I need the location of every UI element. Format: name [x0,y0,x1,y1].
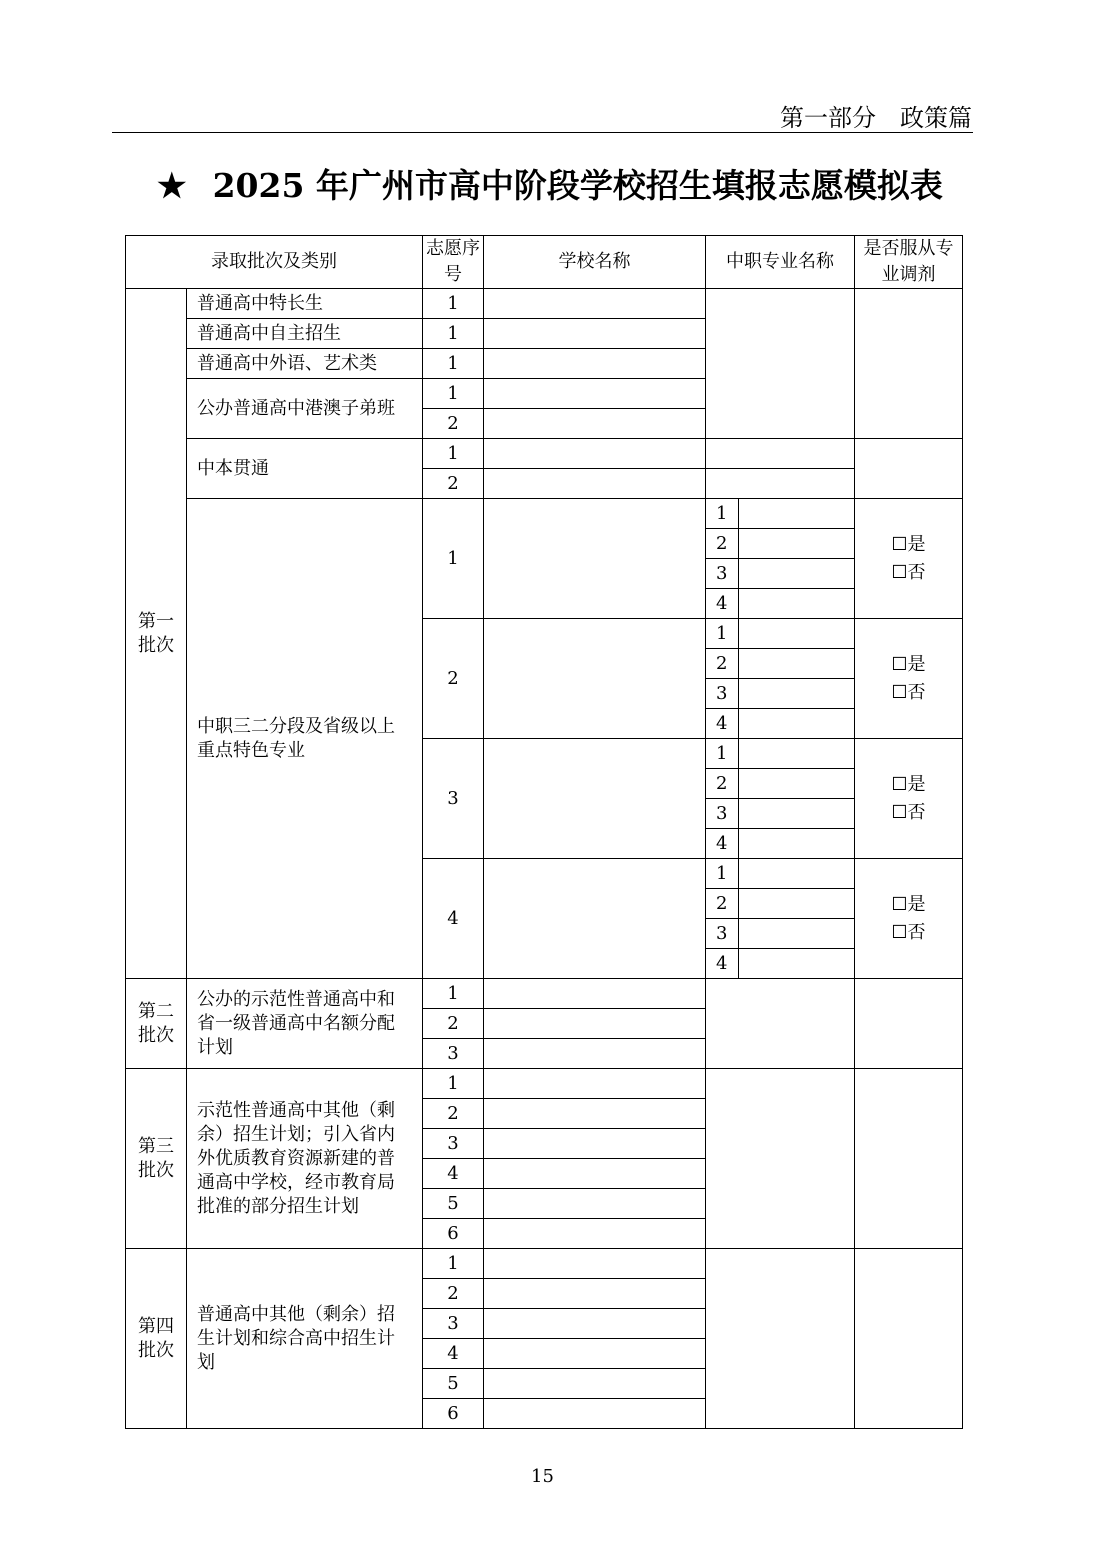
seq-number: 3 [423,1309,484,1339]
school-input[interactable] [484,1069,706,1099]
seq-number: 6 [423,1219,484,1249]
yes-checkbox[interactable]: ☐是 [891,533,926,555]
adjust-blank [855,979,963,1069]
category-specialty: 普通高中特长生 [187,289,423,319]
major-number: 4 [706,949,739,979]
major-blank [706,1069,855,1249]
adjust-options [855,499,963,619]
major-input[interactable] [739,709,855,739]
yes-checkbox[interactable]: ☐是 [891,893,926,915]
header-school: 学校名称 [484,236,706,289]
school-input[interactable] [484,1309,706,1339]
category-model-remaining: 示范性普通高中其他（剩余）招生计划；引入省内外优质教育资源新建的普通高中学校，经市教育局批准的部分招生计划 [187,1069,423,1249]
school-input[interactable] [484,1129,706,1159]
no-checkbox[interactable]: ☐否 [891,921,926,943]
major-number: 2 [706,649,739,679]
seq-number: 5 [423,1369,484,1399]
school-input[interactable] [484,1159,706,1189]
seq-number: 2 [423,1099,484,1129]
major-input[interactable] [739,679,855,709]
school-input[interactable] [484,1009,706,1039]
batch-3-label: 第三批次 [126,1069,187,1249]
category-secondary-undergrad: 中本贯通 [187,439,423,499]
school-input[interactable] [484,499,706,619]
seq-number: 4 [423,1339,484,1369]
major-number: 4 [706,589,739,619]
category-hk-macao: 公办普通高中港澳子弟班 [187,379,423,439]
header-adjust: 是否服从专业调剂 [855,236,963,289]
school-input[interactable] [484,1369,706,1399]
major-number: 2 [706,769,739,799]
category-language-art: 普通高中外语、艺术类 [187,349,423,379]
category-vocational: 中职三二分段及省级以上重点特色专业 [187,499,423,979]
batch-1-label: 第一批次 [126,289,187,979]
school-input[interactable] [484,1279,706,1309]
page-title-text: 2025 年广州市高中阶段学校招生填报志愿模拟表 [212,166,943,205]
adjust-options [855,739,963,859]
major-number: 4 [706,709,739,739]
school-input[interactable] [484,739,706,859]
major-number: 2 [706,889,739,919]
major-blank [706,289,855,439]
major-input[interactable] [739,649,855,679]
no-checkbox[interactable]: ☐否 [891,561,926,583]
adjust-options [855,619,963,739]
seq-number: 1 [423,319,484,349]
application-form-table [125,235,963,1429]
major-input[interactable] [739,769,855,799]
seq-number: 1 [423,289,484,319]
major-input[interactable] [706,439,855,469]
major-input[interactable] [739,499,855,529]
school-input[interactable] [484,469,706,499]
school-input[interactable] [484,349,706,379]
major-number: 4 [706,829,739,859]
school-input[interactable] [484,1039,706,1069]
seq-number: 1 [423,979,484,1009]
seq-number: 2 [423,469,484,499]
school-input[interactable] [484,1189,706,1219]
seq-number: 1 [423,439,484,469]
major-input[interactable] [739,889,855,919]
school-input[interactable] [484,1339,706,1369]
category-quota: 公办的示范性普通高中和省一级普通高中名额分配计划 [187,979,423,1069]
seq-number: 5 [423,1189,484,1219]
major-blank [706,1249,855,1429]
major-input[interactable] [739,859,855,889]
major-input[interactable] [739,619,855,649]
school-input[interactable] [484,409,706,439]
seq-number: 1 [423,349,484,379]
batch-2-label: 第二批次 [126,979,187,1069]
batch-4-label: 第四批次 [126,1249,187,1429]
school-input[interactable] [484,619,706,739]
seq-number: 1 [423,379,484,409]
seq-number: 4 [423,1159,484,1189]
seq-number: 6 [423,1399,484,1429]
seq-number: 2 [423,409,484,439]
category-general-remaining: 普通高中其他（剩余）招生计划和综合高中招生计划 [187,1249,423,1429]
major-input[interactable] [739,919,855,949]
major-input[interactable] [739,799,855,829]
major-input[interactable] [706,469,855,499]
major-blank [706,979,855,1069]
seq-number: 3 [423,1129,484,1159]
adjust-blank [855,439,963,499]
seq-number: 2 [423,1009,484,1039]
category-independent: 普通高中自主招生 [187,319,423,349]
seq-number: 2 [423,619,484,739]
adjust-blank [855,1249,963,1429]
adjust-blank [855,1069,963,1249]
major-number: 3 [706,559,739,589]
school-input[interactable] [484,379,706,409]
no-checkbox[interactable]: ☐否 [891,681,926,703]
adjust-options [855,859,963,979]
seq-number: 1 [423,499,484,619]
school-input[interactable] [484,1399,706,1429]
seq-number: 3 [423,739,484,859]
major-number: 1 [706,859,739,889]
seq-number: 2 [423,1279,484,1309]
school-input[interactable] [484,1099,706,1129]
header-divider [112,132,973,133]
major-input[interactable] [739,589,855,619]
major-input[interactable] [739,529,855,559]
star-icon: ★ [157,166,187,205]
school-input[interactable] [484,859,706,979]
seq-number: 1 [423,1249,484,1279]
page-title [157,160,943,207]
major-number: 1 [706,499,739,529]
school-input[interactable] [484,439,706,469]
major-number: 1 [706,739,739,769]
major-number: 1 [706,619,739,649]
table-header-row [126,236,963,289]
major-number: 3 [706,919,739,949]
major-input[interactable] [739,739,855,769]
major-input[interactable] [739,949,855,979]
major-number: 2 [706,529,739,559]
yes-checkbox[interactable]: ☐是 [891,773,926,795]
section-header: 第一部分 政策篇 [780,104,972,132]
yes-checkbox[interactable]: ☐是 [891,653,926,675]
header-seq: 志愿序号 [423,236,484,289]
major-input[interactable] [739,559,855,589]
major-input[interactable] [739,829,855,859]
school-input[interactable] [484,319,706,349]
major-number: 3 [706,799,739,829]
school-input[interactable] [484,1249,706,1279]
no-checkbox[interactable]: ☐否 [891,801,926,823]
seq-number: 3 [423,1039,484,1069]
school-input[interactable] [484,1219,706,1249]
header-batch-category: 录取批次及类别 [126,236,423,289]
header-major: 中职专业名称 [706,236,855,289]
major-number: 3 [706,679,739,709]
page-number: 15 [531,1466,554,1487]
adjust-blank [855,289,963,439]
school-input[interactable] [484,979,706,1009]
school-input[interactable] [484,289,706,319]
seq-number: 1 [423,1069,484,1099]
seq-number: 4 [423,859,484,979]
